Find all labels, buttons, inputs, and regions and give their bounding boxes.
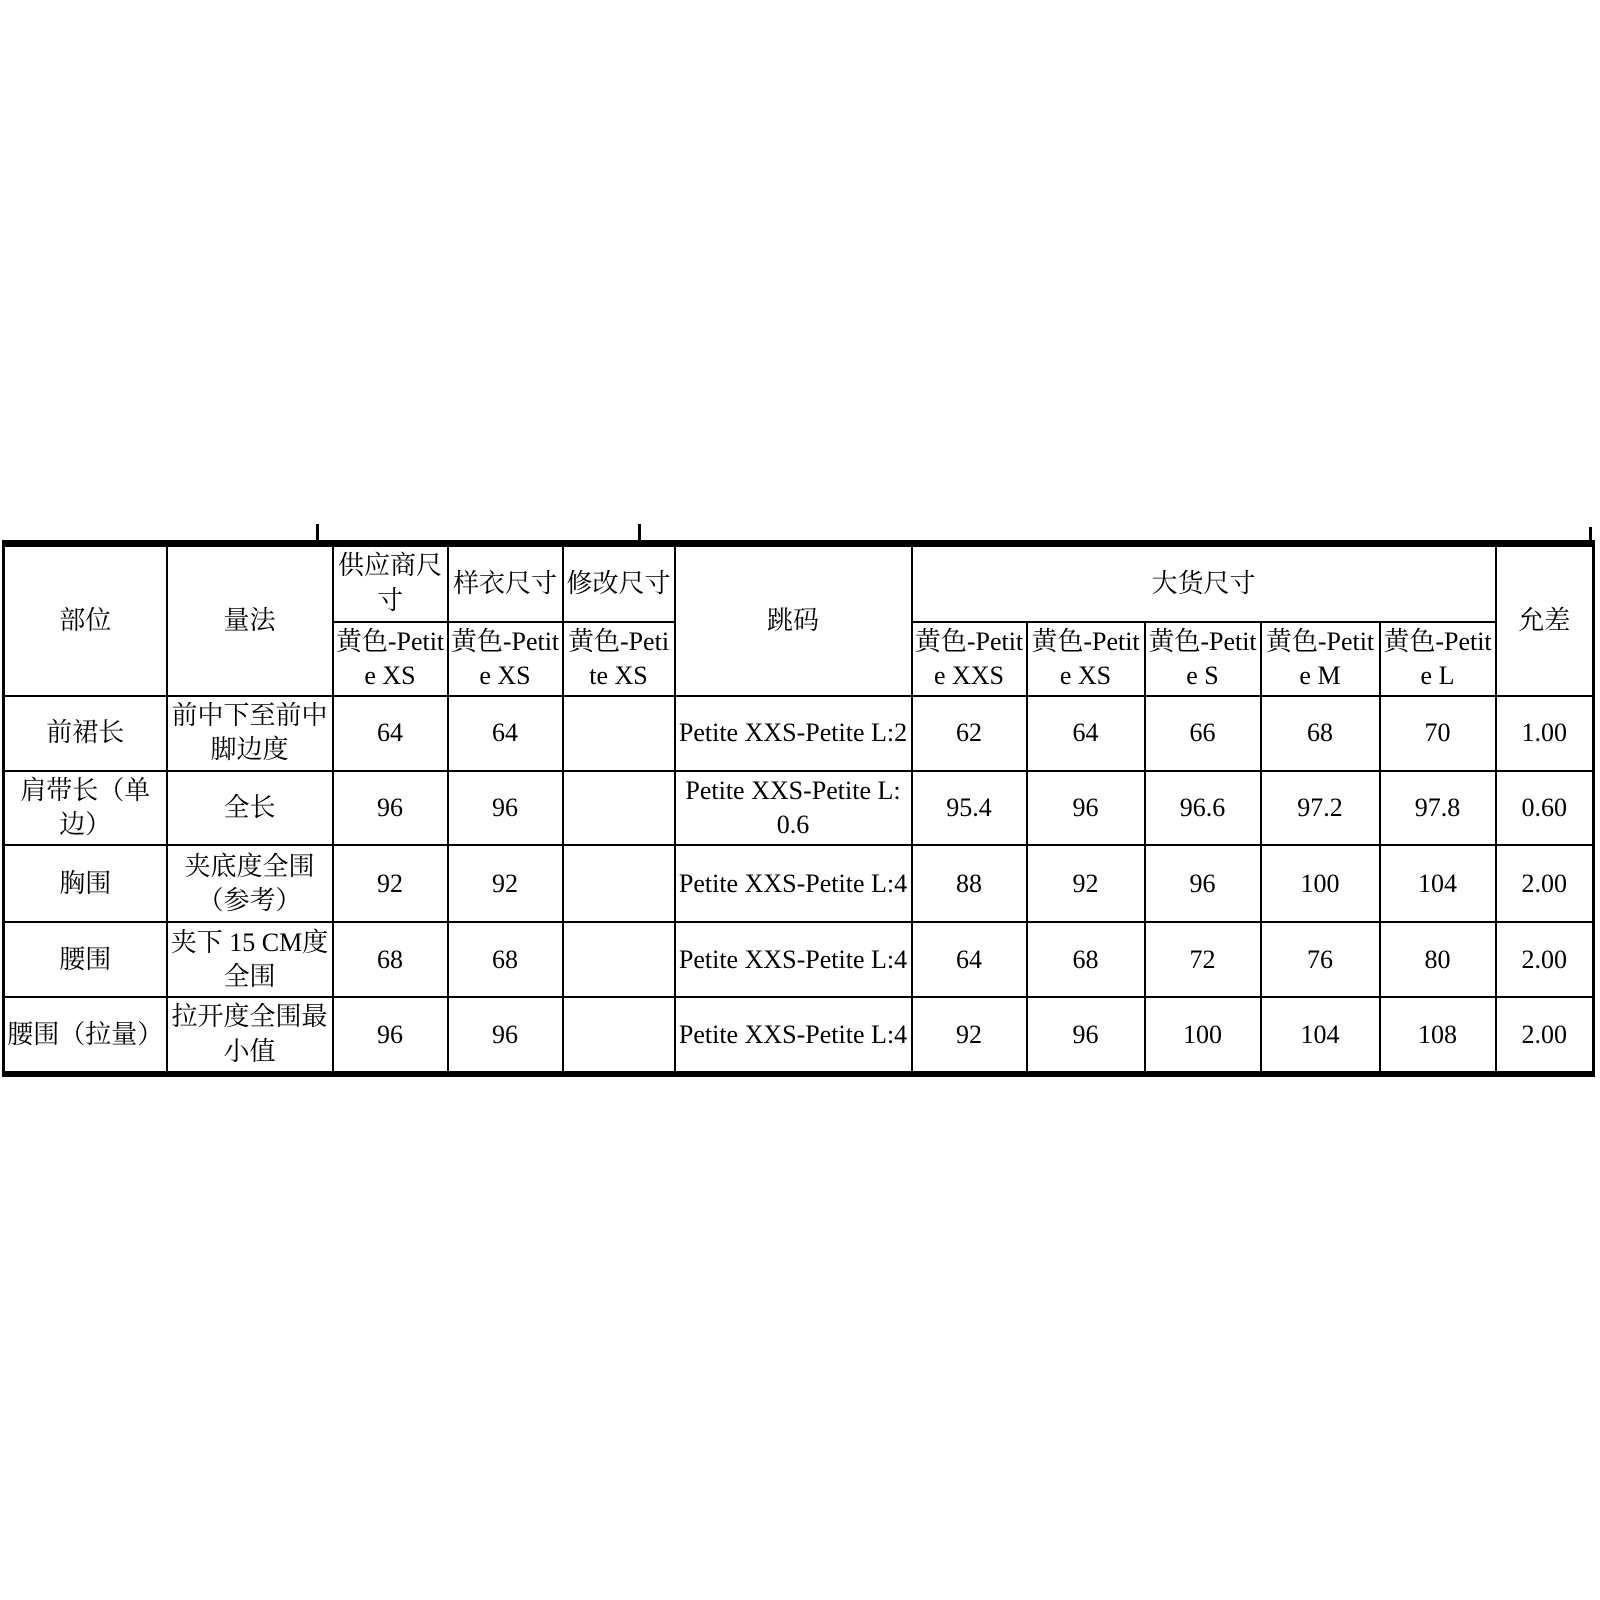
part-cell: 胸围 [4,845,167,922]
bulk-s-cell: 96 [1145,845,1261,922]
bulk-xs-cell: 92 [1027,845,1145,922]
part-cell: 腰围 [4,922,167,997]
bulk-l-cell: 104 [1380,845,1496,922]
supplier-value-cell: 92 [333,845,448,922]
subheader-bulk-size-l: 黄色-Petite L [1380,622,1496,697]
bulk-s-cell: 100 [1145,997,1261,1074]
sample-value-cell: 68 [448,922,563,997]
bulk-xxs-cell: 64 [912,922,1027,997]
bulk-s-cell: 72 [1145,922,1261,997]
col-header-tolerance: 允差 [1496,544,1594,697]
modified-value-cell [563,771,675,846]
col-header-grading: 跳码 [675,544,912,697]
bulk-xs-cell: 68 [1027,922,1145,997]
grading-cell: Petite XXS-Petite L:0.6 [675,771,912,846]
bulk-m-cell: 104 [1261,997,1380,1074]
supplier-value-cell: 64 [333,696,448,771]
col-header-supplier-size: 供应商尺寸 [333,544,448,622]
method-cell: 夹下 15 CM度全围 [167,922,333,997]
table-row [4,845,1594,922]
table-row [4,922,1594,997]
sample-value-cell: 92 [448,845,563,922]
grading-cell: Petite XXS-Petite L:2 [675,696,912,771]
bulk-xs-cell: 64 [1027,696,1145,771]
bulk-xxs-cell: 62 [912,696,1027,771]
border-artifact-tick [1589,527,1592,541]
modified-value-cell [563,845,675,922]
col-header-bulk-size: 大货尺寸 [912,544,1496,622]
modified-value-cell [563,922,675,997]
bulk-m-cell: 97.2 [1261,771,1380,846]
bulk-s-cell: 66 [1145,696,1261,771]
col-header-sample-size: 样衣尺寸 [448,544,563,622]
method-cell: 夹底度全围（参考） [167,845,333,922]
grading-cell: Petite XXS-Petite L:4 [675,922,912,997]
modified-value-cell [563,997,675,1074]
bulk-m-cell: 68 [1261,696,1380,771]
part-cell: 前裙长 [4,696,167,771]
supplier-value-cell: 96 [333,997,448,1074]
col-header-modified-size: 修改尺寸 [563,544,675,622]
table-row [4,696,1594,771]
subheader-bulk-size-m: 黄色-Petite M [1261,622,1380,697]
border-artifact-tick [638,524,641,541]
subheader-bulk-size-xs: 黄色-Petite XS [1027,622,1145,697]
size-spec-table [2,540,1595,1077]
bulk-l-cell: 97.8 [1380,771,1496,846]
header-row-1 [4,544,1594,622]
bulk-l-cell: 108 [1380,997,1496,1074]
bulk-xxs-cell: 88 [912,845,1027,922]
sample-value-cell: 96 [448,771,563,846]
tolerance-cell: 0.60 [1496,771,1594,846]
method-cell: 前中下至前中脚边度 [167,696,333,771]
supplier-value-cell: 68 [333,922,448,997]
bulk-xxs-cell: 92 [912,997,1027,1074]
tolerance-cell: 2.00 [1496,845,1594,922]
tolerance-cell: 2.00 [1496,922,1594,997]
bulk-xxs-cell: 95.4 [912,771,1027,846]
supplier-value-cell: 96 [333,771,448,846]
subheader-bulk-size-xxs: 黄色-Petite XXS [912,622,1027,697]
bulk-xs-cell: 96 [1027,997,1145,1074]
subheader-supplier-colorway: 黄色-Petite XS [333,622,448,697]
grading-cell: Petite XXS-Petite L:4 [675,997,912,1074]
part-cell: 肩带长（单边） [4,771,167,846]
bulk-xs-cell: 96 [1027,771,1145,846]
bulk-m-cell: 100 [1261,845,1380,922]
col-header-method: 量法 [167,544,333,697]
bulk-l-cell: 70 [1380,696,1496,771]
subheader-sample-colorway: 黄色-Petite XS [448,622,563,697]
method-cell: 拉开度全围最小值 [167,997,333,1074]
border-artifact-tick [316,524,319,541]
table-row [4,771,1594,846]
tolerance-cell: 2.00 [1496,997,1594,1074]
part-cell: 腰围（拉量） [4,997,167,1074]
modified-value-cell [563,696,675,771]
sample-value-cell: 64 [448,696,563,771]
bulk-s-cell: 96.6 [1145,771,1261,846]
grading-cell: Petite XXS-Petite L:4 [675,845,912,922]
col-header-part: 部位 [4,544,167,697]
sample-value-cell: 96 [448,997,563,1074]
method-cell: 全长 [167,771,333,846]
tolerance-cell: 1.00 [1496,696,1594,771]
subheader-modified-colorway: 黄色-Petite XS [563,622,675,697]
subheader-bulk-size-s: 黄色-Petite S [1145,622,1261,697]
bulk-l-cell: 80 [1380,922,1496,997]
table-row [4,997,1594,1074]
bulk-m-cell: 76 [1261,922,1380,997]
